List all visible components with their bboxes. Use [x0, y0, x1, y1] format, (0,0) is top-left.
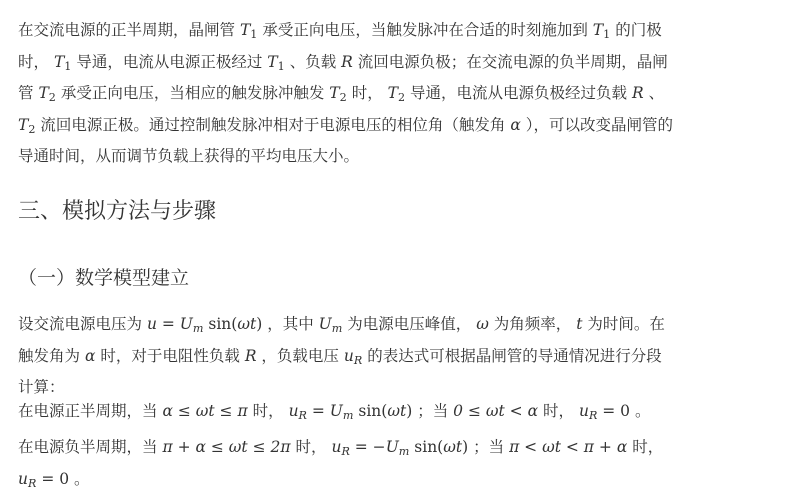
intro-line-3	[18, 80, 804, 112]
text: ；当	[417, 402, 449, 420]
math-alpha: α	[510, 115, 521, 134]
intro-line-2	[18, 49, 804, 81]
text: 为时间。在	[587, 315, 665, 333]
text: 触发角为	[18, 346, 81, 365]
math-equation: $u_R = 0$	[578, 402, 631, 423]
math-Um: $U_m$	[318, 315, 343, 336]
negative-half-line-2	[18, 466, 804, 497]
text: 时，对于电阻性负载	[100, 346, 240, 365]
section-heading: 三、模拟方法与步骤	[18, 199, 217, 224]
text: 计算：	[18, 378, 65, 397]
text: 为角频率，	[493, 315, 572, 333]
math-alpha: α	[84, 346, 96, 365]
math-equation: $u_R = 0$	[18, 469, 70, 490]
math-T1: $T_1$	[239, 21, 258, 42]
text: ；当	[473, 438, 505, 456]
text: 、	[648, 84, 665, 103]
text: 设交流电源电压为	[18, 315, 143, 333]
math-t: t	[576, 315, 583, 333]
model-line-1	[18, 311, 804, 343]
math-condition: π < ωt < π + α	[509, 438, 628, 456]
text: 在电源正半周期，当	[18, 402, 158, 420]
text: 管	[18, 84, 34, 103]
math-condition: π + α ≤ ωt ≤ 2π	[162, 438, 291, 456]
text: 的门极	[615, 21, 662, 39]
math-T2: $T_2$	[387, 84, 406, 105]
negative-half-line-1	[18, 434, 804, 466]
math-equation: $u_R = -U_m$ sin(ωt)	[331, 438, 469, 459]
math-T2: $T_2$	[38, 84, 56, 105]
math-R: R	[631, 84, 644, 103]
math-T1: $T_1$	[592, 21, 611, 42]
text: 时，	[351, 84, 383, 103]
text: 时，	[632, 438, 664, 456]
text: 的表达式可根据晶闸管的导通情况进行分段	[367, 346, 662, 365]
text: 时，	[18, 52, 50, 71]
intro-line-4	[18, 112, 804, 144]
math-T1: $T_1$	[267, 52, 285, 73]
model-line-2	[18, 343, 804, 375]
text: 导通时间，从而调节负载上获得的平均电压大小。	[18, 147, 360, 166]
text: 时，	[252, 402, 284, 420]
text: 导通，电流从电源正极经过	[76, 52, 263, 71]
math-omega: ω	[476, 315, 489, 333]
math-condition: 0 ≤ ωt < α	[453, 402, 539, 420]
text: ，其中	[267, 315, 314, 333]
model-line-3	[18, 374, 804, 401]
text: 承受正向电压，当相应的触发脉冲触发	[60, 84, 325, 103]
text: 为电源电压峰值，	[347, 315, 472, 333]
math-T1: $T_1$	[53, 52, 72, 73]
positive-half-paragraph	[18, 398, 804, 430]
math-voltage-formula: $u = U_m$ sin(ωt)	[146, 315, 263, 336]
text: 在电源负半周期，当	[18, 438, 158, 456]
text: 时，	[543, 402, 575, 420]
text: 流回电源正极。通过控制触发脉冲相对于电源电压的相位角（触发角	[40, 115, 506, 134]
negative-half-paragraph	[18, 434, 804, 497]
math-equation: $u_R = U_m$ sin(ωt)	[288, 402, 413, 423]
text: ），可以改变晶闸管的	[525, 115, 674, 134]
text: 流回电源负极；在交流电源的负半周期，晶闸	[357, 52, 668, 71]
math-T2: $T_2$	[329, 84, 347, 105]
math-R: R	[244, 346, 257, 365]
text: 在交流电源的正半周期，晶闸管	[18, 21, 236, 39]
math-R: R	[341, 52, 353, 71]
text: 。	[634, 402, 651, 420]
text: 、负载	[289, 52, 337, 71]
text: 。	[74, 469, 90, 488]
subsection-heading: （一）数学模型建立	[18, 267, 190, 289]
intro-line-5	[18, 143, 804, 170]
text: 导通，电流从电源负极经过负载	[410, 84, 628, 103]
intro-line-1	[18, 17, 804, 49]
text: 承受正向电压，当触发脉冲在合适的时刻施加到	[262, 21, 588, 39]
math-T2: $T_2$	[18, 115, 36, 136]
text: 时，	[295, 438, 327, 456]
intro-paragraph	[18, 17, 804, 170]
math-condition: α ≤ ωt ≤ π	[162, 402, 248, 420]
positive-half-line	[18, 398, 804, 430]
model-paragraph	[18, 311, 804, 401]
math-uR: $u_R$	[343, 346, 363, 367]
text: ，负载电压	[261, 346, 339, 365]
